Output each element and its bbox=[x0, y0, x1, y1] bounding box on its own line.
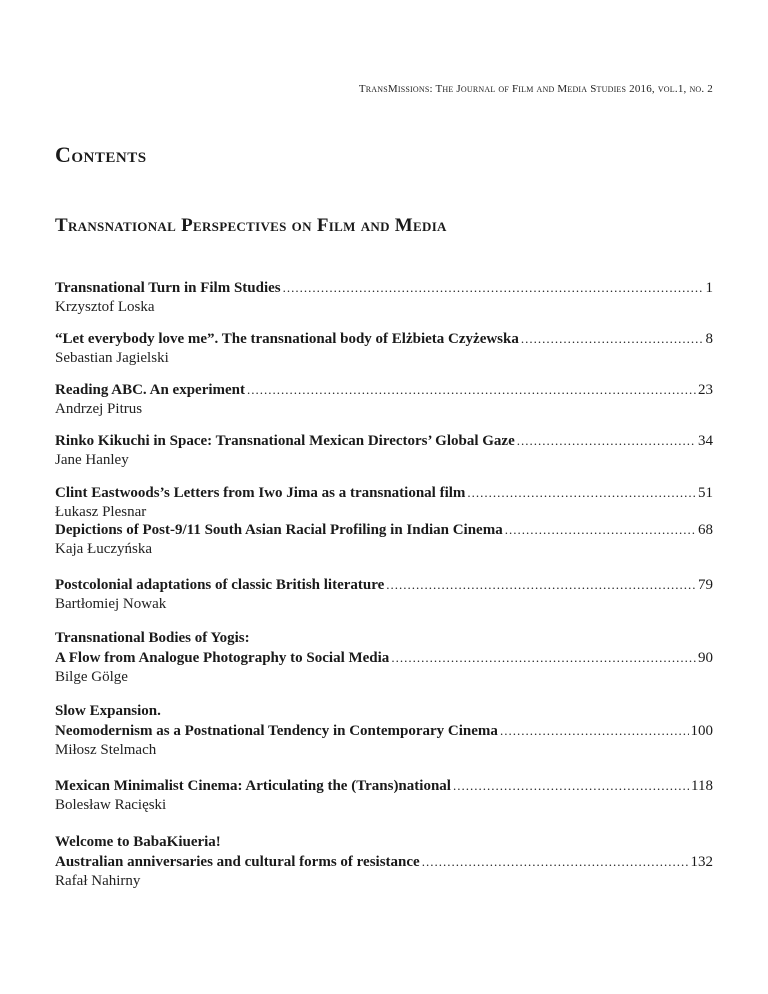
dot-leader bbox=[517, 431, 696, 450]
toc-entry-line bbox=[55, 648, 713, 668]
toc-entry-page: 132 bbox=[690, 854, 713, 870]
dot-leader bbox=[247, 380, 696, 399]
toc-entry-author: Rafał Nahirny bbox=[55, 873, 141, 889]
toc-entry-title[interactable]: Postcolonial adaptations of classic British literature bbox=[55, 577, 385, 593]
running-header-part: no. bbox=[689, 83, 705, 95]
toc-entry[interactable] bbox=[55, 431, 713, 470]
toc-entry-title[interactable]: “Let everybody love me”. The transnational body of Elżbieta Czyżewska bbox=[55, 331, 519, 347]
toc-entry[interactable] bbox=[55, 629, 713, 687]
toc-entry-line bbox=[55, 483, 713, 503]
dot-leader bbox=[453, 776, 689, 795]
dot-leader bbox=[500, 721, 689, 740]
toc-entry-line bbox=[55, 852, 713, 872]
toc-entry-page: 23 bbox=[698, 382, 713, 398]
toc-entry-page: 90 bbox=[698, 650, 713, 666]
toc-entry-line bbox=[55, 520, 713, 540]
toc-entry-page: 79 bbox=[698, 577, 713, 593]
toc-entry-title[interactable]: Rinko Kikuchi in Space: Transnational Mexican Directors’ Global Gaze bbox=[55, 433, 515, 449]
toc-entry-line bbox=[55, 278, 713, 298]
toc-entry-author: Krzysztof Loska bbox=[55, 299, 155, 315]
toc-entry-pretitle: Welcome to BabaKiueria! bbox=[55, 834, 221, 850]
toc-entry-page: 1 bbox=[705, 280, 713, 296]
toc-entry-title[interactable]: A Flow from Analogue Photography to Social Media bbox=[55, 650, 390, 666]
toc-entry-page: 68 bbox=[698, 522, 713, 538]
toc-entry-author: Jane Hanley bbox=[55, 452, 129, 468]
toc-entry-page: 51 bbox=[698, 485, 713, 501]
toc-entry[interactable] bbox=[55, 380, 713, 419]
toc-entry-page: 118 bbox=[691, 778, 713, 794]
section-title: Transnational Perspectives on Film and Media bbox=[55, 215, 447, 236]
toc-entry-page: 8 bbox=[705, 331, 713, 347]
toc-entry[interactable] bbox=[55, 833, 713, 891]
toc-entry-line bbox=[55, 380, 713, 400]
running-header-part: vol. bbox=[657, 83, 678, 95]
running-header-part: 2016, bbox=[626, 83, 658, 95]
toc-entry-title[interactable]: Transnational Turn in Film Studies bbox=[55, 280, 281, 296]
toc-entry[interactable] bbox=[55, 329, 713, 368]
toc-entry[interactable] bbox=[55, 278, 713, 317]
toc-entry-page: 100 bbox=[690, 723, 713, 739]
running-header-part: 2 bbox=[704, 83, 713, 95]
dot-leader bbox=[391, 648, 696, 667]
dot-leader bbox=[283, 278, 704, 297]
toc-entry-author: Bilge Gölge bbox=[55, 669, 128, 685]
toc-entry-title[interactable]: Australian anniversaries and cultural forms of resistance bbox=[55, 854, 420, 870]
running-header-part: TransMissions: The Journal of Film and Media Studies bbox=[358, 83, 627, 95]
toc-entry-author: Sebastian Jagielski bbox=[55, 350, 169, 366]
toc-entry-author: Bartłomiej Nowak bbox=[55, 596, 167, 612]
toc-entry-author: Łukasz Plesnar bbox=[55, 504, 147, 520]
dot-leader bbox=[386, 575, 696, 594]
toc-entry-line bbox=[55, 721, 713, 741]
toc-entry-title[interactable]: Clint Eastwoods’s Letters from Iwo Jima as a transnational film bbox=[55, 485, 466, 501]
toc-entry-line bbox=[55, 431, 713, 451]
toc-entry[interactable] bbox=[55, 483, 713, 522]
dot-leader bbox=[422, 852, 689, 871]
toc-entry-title[interactable]: Neomodernism as a Postnational Tendency in Contemporary Cinema bbox=[55, 723, 498, 739]
toc-entry[interactable] bbox=[55, 575, 713, 614]
toc-entry-title[interactable]: Mexican Minimalist Cinema: Articulating the (Trans)national bbox=[55, 778, 451, 794]
toc-entry-author: Kaja Łuczyńska bbox=[55, 541, 153, 557]
toc-entry-author: Bolesław Racięski bbox=[55, 797, 167, 813]
toc-entry-author: Miłosz Stelmach bbox=[55, 742, 157, 758]
dot-leader bbox=[505, 520, 696, 539]
toc-entry-title[interactable]: Reading ABC. An experiment bbox=[55, 382, 246, 398]
toc-entry-author: Andrzej Pitrus bbox=[55, 401, 143, 417]
toc-entry-pretitle: Transnational Bodies of Yogis: bbox=[55, 630, 250, 646]
dot-leader bbox=[521, 329, 704, 348]
dot-leader bbox=[467, 483, 696, 502]
toc-entry[interactable] bbox=[55, 520, 713, 559]
toc-entry-pretitle: Slow Expansion. bbox=[55, 703, 161, 719]
toc-entry-line bbox=[55, 776, 713, 796]
toc-entry-line bbox=[55, 575, 713, 595]
toc-entry-line bbox=[55, 329, 713, 349]
running-header bbox=[359, 83, 713, 95]
toc-entry-title[interactable]: Depictions of Post-9/11 South Asian Racial Profiling in Indian Cinema bbox=[55, 522, 503, 538]
running-header-part: 1, bbox=[677, 83, 690, 95]
toc-entry[interactable] bbox=[55, 776, 713, 815]
toc-entry-page: 34 bbox=[698, 433, 713, 449]
contents-title: Contents bbox=[55, 142, 147, 167]
toc-entry[interactable] bbox=[55, 702, 713, 760]
